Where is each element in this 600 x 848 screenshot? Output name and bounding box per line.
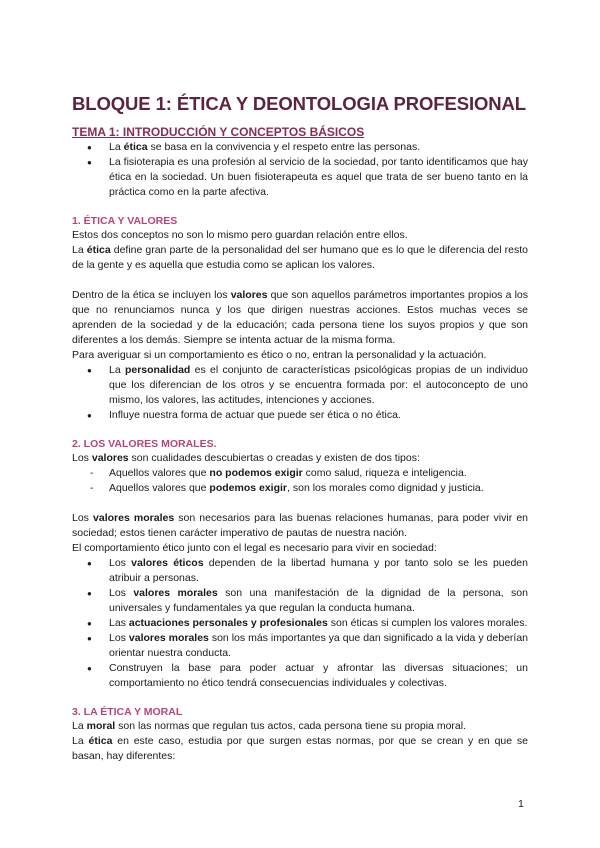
section-heading-3: 3. LA ÉTICA Y MORAL [72, 706, 183, 718]
list-item: - Aquellos valores que podemos exigir, son los morales como dignidad y justicia. [72, 481, 528, 496]
section-heading-1: 1. ÉTICA Y VALORES [72, 215, 178, 227]
paragraph: Para averiguar si un comportamiento es ético o no, entran la personalidad y la actuación. [72, 349, 487, 361]
list-item: ● Los valores morales son una manifestación de la dignidad de la persona, son universales y fundamentales ya que regulan la conducta humana. [72, 586, 528, 616]
list-item: ● Construyen la base para poder actuar y afrontar las diversas situaciones; un comportamiento no ético tendrá consecuencias individuales y colectivas. [72, 661, 528, 691]
paragraph: Dentro de la ética se incluyen los valores que son aquellos parámetros importantes propios a los que no renunciamos nunca y los que dirigen nuestras acciones. Estos muchas veces se aprenden de la sociedad y de la educación; cada persona tiene los suyos propios y que son diferentes a los demás. Siempre se intenta actuar de la misma forma. [72, 289, 528, 346]
section-heading-2: 2. LOS VALORES MORALES. [72, 438, 217, 450]
list-item: ● La ética se basa en la convivencia y el respeto entre las personas. [72, 140, 528, 155]
paragraph: El comportamiento ético junto con el legal es necesario para vivir en sociedad: [72, 542, 437, 554]
document-title: BLOQUE 1: ÉTICA Y DEONTOLOGIA PROFESIONAL [72, 93, 526, 114]
list-item: ● Influye nuestra forma de actuar que puede ser ética o no ética. [72, 408, 528, 423]
list-item: ● La fisioterapia es una profesión al servicio de la sociedad, por tanto identificamos que hay ética en la sociedad. Un buen fisioterapeuta es aquel que trata de ser bueno tanto en la práctica como en la parte afectiva. [72, 155, 528, 200]
s2-dash-list [72, 466, 528, 496]
list-item: - Aquellos valores que no podemos exigir como salud, riqueza e inteligencia. [72, 466, 528, 481]
paragraph: La moral son las normas que regulan tus actos, cada persona tiene su propia moral. [72, 720, 466, 732]
paragraph: Estos dos conceptos no son lo mismo pero guardan relación entre ellos. [72, 229, 408, 241]
paragraph: Los valores son cualidades descubiertas o creadas y existen de dos tipos: [72, 452, 420, 464]
s2-list [72, 556, 528, 691]
tema-heading: TEMA 1: INTRODUCCIÓN Y CONCEPTOS BÁSICOS [72, 125, 365, 139]
list-item: ● Las actuaciones personales y profesionales son éticas si cumplen los valores morales. [72, 616, 528, 631]
paragraph: La ética en este caso, estudia por que surgen estas normas, por que se crean y en que se basan, hay diferentes: [72, 735, 528, 762]
list-item: ● Los valores éticos dependen de la libertad humana y por tanto solo se les pueden atribuir a personas. [72, 556, 528, 586]
list-item: ● La personalidad es el conjunto de características psicológicas propias de un individuo que los diferencian de los otros y se encuentra formada por: el autoconcepto de uno mismo, los valores, las actitudes, intenciones y acciones. [72, 363, 528, 408]
list-item: ● Los valores morales son los más importantes ya que dan significado a la vida y deberían orientar nuestra conducta. [72, 631, 528, 661]
s1-list [72, 363, 528, 423]
document-page [72, 92, 528, 764]
page-number: 1 [518, 798, 524, 810]
paragraph: Los valores morales son necesarios para las buenas relaciones humanas, para poder vivir en sociedad; estos tienen carácter imperativo de pautas de nuestra nación. [72, 512, 528, 539]
paragraph: La ética define gran parte de la personalidad del ser humano que es lo que le diferencia del resto de la gente y es aquella que estudia como se aplican los valores. [72, 244, 528, 271]
intro-list [72, 140, 528, 200]
